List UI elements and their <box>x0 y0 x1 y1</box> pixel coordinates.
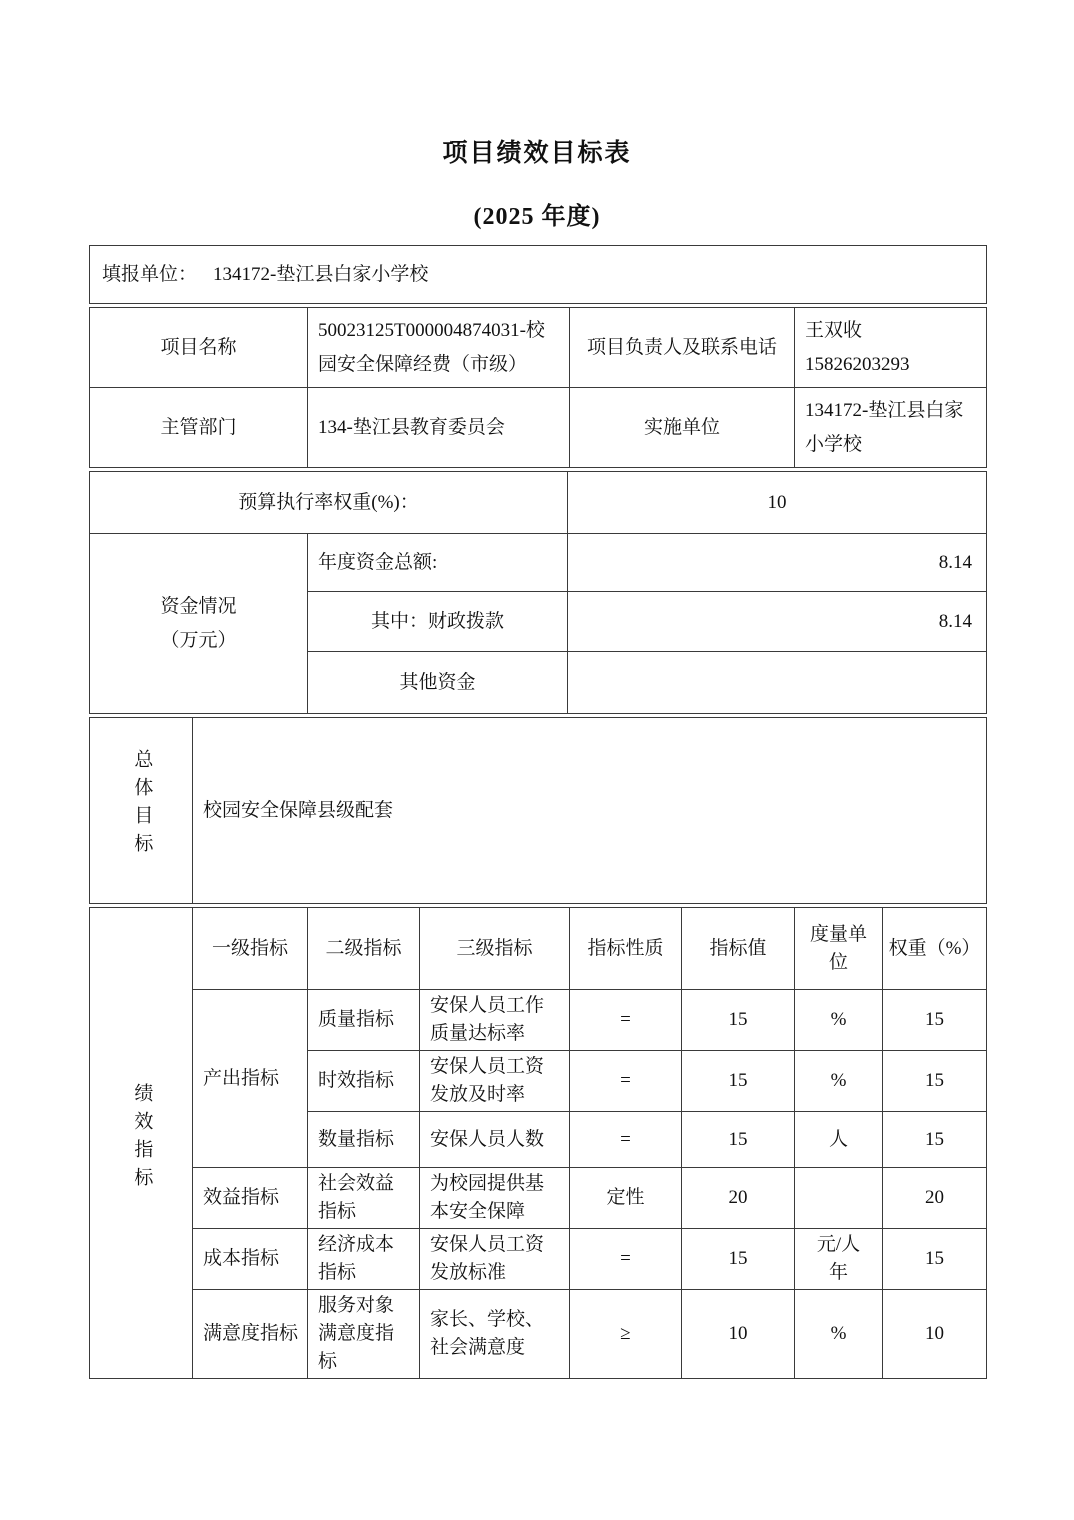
funding-total-label: 年度资金总额: <box>308 534 568 592</box>
indicator-weight: 20 <box>883 1168 987 1229</box>
department-label: 主管部门 <box>90 388 308 468</box>
project-info-table <box>89 307 987 468</box>
header-level3: 三级指标 <box>420 908 570 990</box>
project-name-value: 50023125T000004874031-校园安全保障经费（市级） <box>308 308 570 388</box>
funding-total-value: 8.14 <box>568 534 987 592</box>
budget-weight-row <box>90 472 987 534</box>
reporting-unit-cell <box>90 246 987 304</box>
funding-section-label-line2: （万元） <box>160 629 237 651</box>
indicator-nature: ≥ <box>570 1290 682 1379</box>
indicator-level2: 社会效益指标 <box>308 1168 420 1229</box>
doc-title: 项目绩效目标表 <box>442 140 632 167</box>
header-nature: 指标性质 <box>570 908 682 990</box>
overall-goal-label: 总体目标 <box>131 748 153 861</box>
indicator-level2: 数量指标 <box>308 1112 420 1168</box>
funding-table <box>89 471 987 714</box>
indicator-level3: 家长、学校、社会满意度 <box>420 1290 570 1379</box>
indicator-nature: = <box>570 1229 682 1290</box>
indicator-unit: 元/人年 <box>795 1229 883 1290</box>
funding-fiscal-label: 其中：财政拨款 <box>308 592 568 652</box>
reporting-unit-row <box>90 246 987 304</box>
indicator-value: 15 <box>682 990 795 1051</box>
indicator-level3: 安保人员人数 <box>420 1112 570 1168</box>
indicator-level1: 效益指标 <box>193 1168 308 1229</box>
department-value: 134-垫江县教育委员会 <box>308 388 570 468</box>
header-level2: 二级指标 <box>308 908 420 990</box>
indicator-level3: 安保人员工资发放及时率 <box>420 1051 570 1112</box>
performance-header-row <box>90 908 987 990</box>
indicator-row-satisfaction <box>90 1290 987 1379</box>
department-row <box>90 388 987 468</box>
indicator-level2: 经济成本指标 <box>308 1229 420 1290</box>
indicator-unit: % <box>795 1051 883 1112</box>
performance-section-label-cell <box>90 908 193 1379</box>
funding-section-label <box>90 534 308 714</box>
indicator-weight: 10 <box>883 1290 987 1379</box>
indicator-level3: 安保人员工作质量达标率 <box>420 990 570 1051</box>
indicator-level1: 成本指标 <box>193 1229 308 1290</box>
indicator-level1: 产出指标 <box>193 990 308 1168</box>
indicator-level2: 质量指标 <box>308 990 420 1051</box>
reporting-unit-value: 134172-垫江县白家小学校 <box>213 263 429 285</box>
indicator-unit: % <box>795 990 883 1051</box>
implementing-unit-label: 实施单位 <box>570 388 795 468</box>
project-name-row <box>90 308 987 388</box>
performance-table <box>89 907 987 1379</box>
doc-subtitle: (2025 年度) <box>473 204 601 230</box>
indicator-nature: = <box>570 990 682 1051</box>
indicator-nature: = <box>570 1051 682 1112</box>
header-weight: 权重（%） <box>883 908 987 990</box>
indicator-unit: % <box>795 1290 883 1379</box>
indicator-row-quality <box>90 990 987 1051</box>
indicator-level3: 为校园提供基本安全保障 <box>420 1168 570 1229</box>
project-name-label: 项目名称 <box>90 308 308 388</box>
funding-section-label-line1: 资金情况 <box>160 595 237 617</box>
funding-other-value <box>568 652 987 714</box>
reporting-unit-label: 填报单位： <box>102 263 198 285</box>
indicator-value: 15 <box>682 1229 795 1290</box>
indicator-weight: 15 <box>883 990 987 1051</box>
indicator-level3: 安保人员工资发放标准 <box>420 1229 570 1290</box>
project-leader-cell <box>795 308 987 388</box>
overall-goal-table <box>89 717 987 904</box>
project-leader-label: 项目负责人及联系电话 <box>570 308 795 388</box>
overall-goal-row <box>90 718 987 904</box>
indicator-nature: = <box>570 1112 682 1168</box>
performance-section-label: 绩效指标 <box>131 1082 153 1195</box>
funding-other-label: 其他资金 <box>308 652 568 714</box>
indicator-value: 15 <box>682 1051 795 1112</box>
indicator-value: 10 <box>682 1290 795 1379</box>
indicator-level2: 服务对象满意度指标 <box>308 1290 420 1379</box>
indicator-level2: 时效指标 <box>308 1051 420 1112</box>
indicator-value: 20 <box>682 1168 795 1229</box>
header-unit: 度量单位 <box>795 908 883 990</box>
indicator-weight: 15 <box>883 1229 987 1290</box>
indicator-nature: 定性 <box>570 1168 682 1229</box>
indicator-row-cost <box>90 1229 987 1290</box>
funding-fiscal-value: 8.14 <box>568 592 987 652</box>
project-leader-name: 王双收 <box>805 319 863 341</box>
indicator-weight: 15 <box>883 1112 987 1168</box>
implementing-unit-value: 134172-垫江县白家小学校 <box>795 388 987 468</box>
indicator-unit: 人 <box>795 1112 883 1168</box>
project-leader-phone: 15826203293 <box>805 353 910 375</box>
overall-goal-label-cell <box>90 718 193 904</box>
indicator-unit <box>795 1168 883 1229</box>
indicator-weight: 15 <box>883 1051 987 1112</box>
header-value: 指标值 <box>682 908 795 990</box>
budget-weight-value: 10 <box>568 472 987 534</box>
funding-total-row <box>90 534 987 592</box>
indicator-row-benefit <box>90 1168 987 1229</box>
indicator-value: 15 <box>682 1112 795 1168</box>
budget-weight-label: 预算执行率权重(%)： <box>90 472 568 534</box>
reporting-unit-table <box>89 245 987 304</box>
indicator-level1: 满意度指标 <box>193 1290 308 1379</box>
header-level1: 一级指标 <box>193 908 308 990</box>
overall-goal-content: 校园安全保障县级配套 <box>193 718 987 904</box>
